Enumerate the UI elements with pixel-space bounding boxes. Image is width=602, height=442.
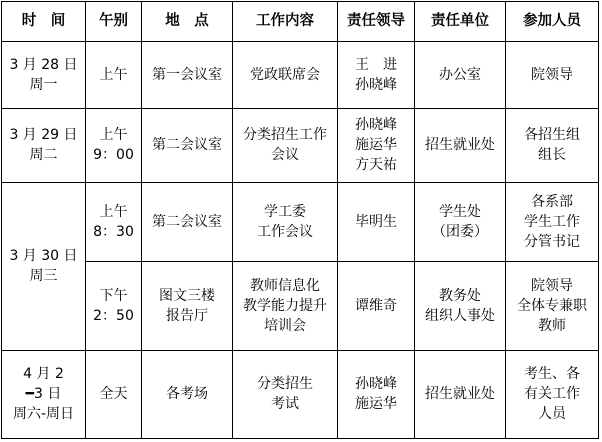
session-cell: 上午 8：30: [86, 182, 142, 262]
header-unit: 责任单位: [415, 2, 506, 42]
header-place: 地 点: [142, 2, 233, 42]
unit-cell: 招生就业处: [415, 350, 506, 438]
leader-cell: 孙晓峰 施运华: [338, 350, 415, 438]
place-cell: 第二会议室: [142, 109, 233, 183]
content-cell: 党政联席会: [233, 41, 338, 108]
table-row: [2, 109, 599, 183]
content-cell: 分类招生工作 会议: [233, 109, 338, 183]
header-session: 午别: [86, 2, 142, 42]
schedule-table: [1, 1, 599, 439]
place-cell: 图文三楼 报告厅: [142, 262, 233, 350]
leader-cell: 谭维奇: [338, 262, 415, 350]
place-cell: 各考场: [142, 350, 233, 438]
session-cell: 全天: [86, 350, 142, 438]
date-cell: 3 月 30 日 周三: [2, 182, 86, 350]
unit-cell: 教务处 组织人事处: [415, 262, 506, 350]
table-row: [2, 41, 599, 108]
unit-cell: 学生处 （团委）: [415, 182, 506, 262]
content-cell: 学工委 工作会议: [233, 182, 338, 262]
header-participants: 参加人员: [506, 2, 599, 42]
place-cell: 第二会议室: [142, 182, 233, 262]
participants-cell: 各系部 学生工作 分管书记: [506, 182, 599, 262]
date-cell: 4 月 2 ━3 日 周六-周日: [2, 350, 86, 438]
header-row: [2, 2, 599, 42]
leader-cell: 王 进 孙晓峰: [338, 41, 415, 108]
header-time: 时 间: [2, 2, 86, 42]
participants-cell: 考生、各 有关工作 人员: [506, 350, 599, 438]
participants-cell: 院领导: [506, 41, 599, 108]
session-cell: 上午: [86, 41, 142, 108]
table-row: [2, 262, 599, 350]
table-row: [2, 350, 599, 438]
header-content: 工作内容: [233, 2, 338, 42]
content-cell: 分类招生 考试: [233, 350, 338, 438]
leader-cell: 孙晓峰 施运华 方天祐: [338, 109, 415, 183]
participants-cell: 院领导 全体专兼职 教师: [506, 262, 599, 350]
session-cell: 上午 9：00: [86, 109, 142, 183]
participants-cell: 各招生组 组长: [506, 109, 599, 183]
date-cell: 3 月 28 日 周一: [2, 41, 86, 108]
content-cell: 教师信息化 教学能力提升 培训会: [233, 262, 338, 350]
place-cell: 第一会议室: [142, 41, 233, 108]
unit-cell: 办公室: [415, 41, 506, 108]
unit-cell: 招生就业处: [415, 109, 506, 183]
leader-cell: 毕明生: [338, 182, 415, 262]
header-leader: 责任领导: [338, 2, 415, 42]
date-cell: 3 月 29 日 周二: [2, 109, 86, 183]
session-cell: 下午 2：50: [86, 262, 142, 350]
table-row: [2, 182, 599, 262]
